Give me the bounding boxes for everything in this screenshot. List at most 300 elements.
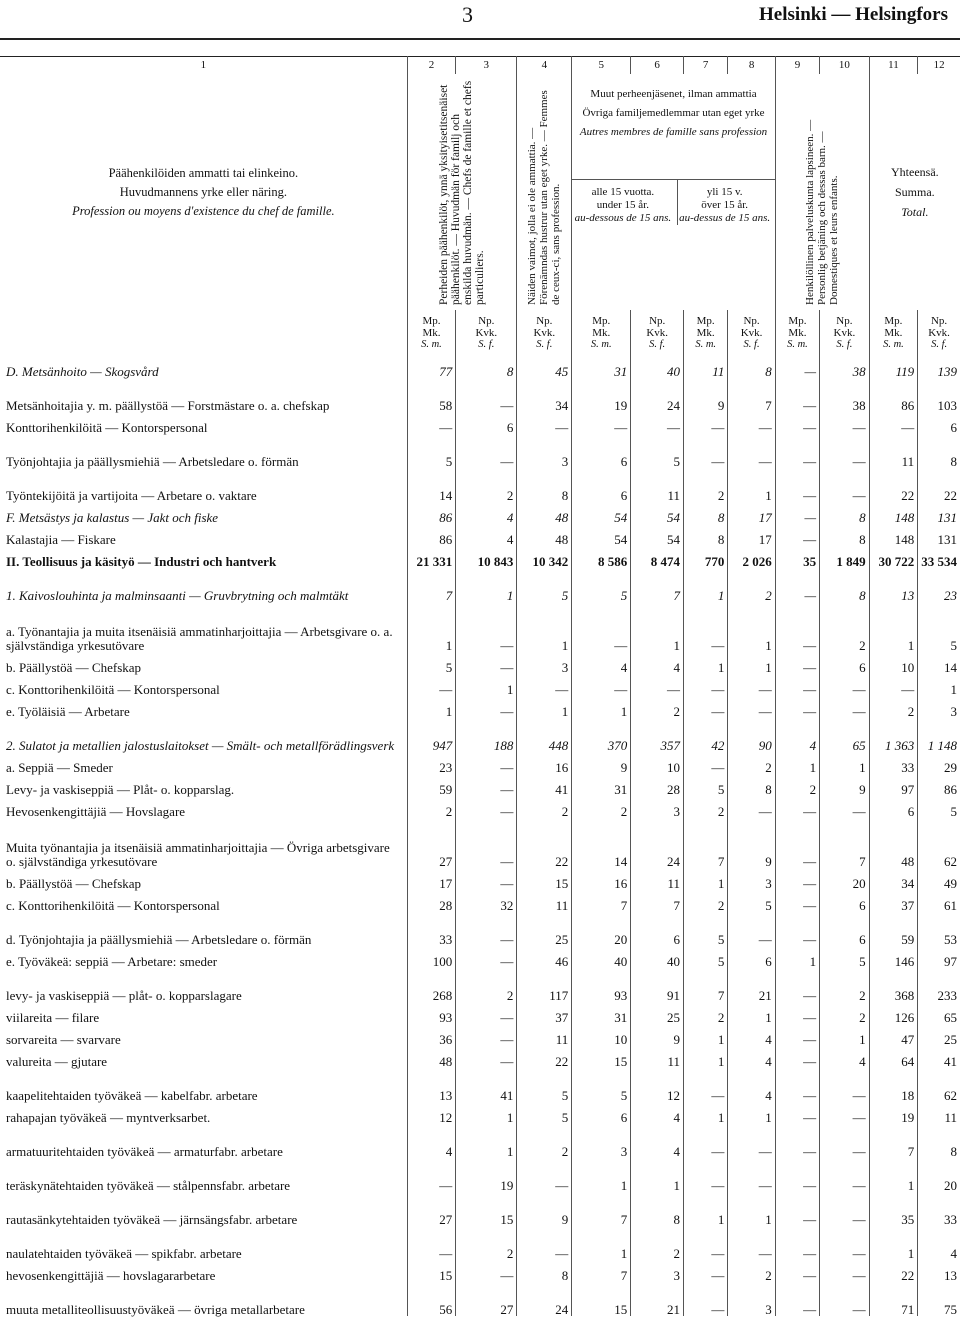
total-sv: Summa. — [895, 185, 935, 199]
cell-value: — — [517, 1226, 572, 1260]
under-15-fi: alle 15 vuotta. — [591, 186, 655, 198]
unit-fr: S. m. — [421, 339, 442, 350]
cell-value: 5 — [517, 1102, 572, 1124]
cell-value: — — [456, 1024, 517, 1046]
cell-value: — — [820, 1226, 870, 1260]
units-row — [0, 310, 960, 356]
stub-title-fi: Päähenkilöiden ammatti tai elinkeino. — [108, 165, 299, 180]
cell-value: 54 — [631, 524, 684, 546]
under-15-sv: under 15 år. — [596, 199, 649, 211]
cell-value: 268 — [407, 968, 456, 1002]
page-number: 3 — [462, 2, 473, 27]
cell-value: — — [775, 502, 819, 524]
row-label: valureita — gjutare — [6, 1053, 108, 1069]
row-label: D. Metsänhoito — Skogsvård — [6, 363, 159, 379]
cell-value: 5 — [631, 434, 684, 468]
cell-value: — — [684, 434, 728, 468]
unit-fi: Np. — [649, 315, 666, 327]
cell-value: 5 — [407, 434, 456, 468]
col-number: 1 — [200, 59, 207, 71]
cell-value: 31 — [572, 1002, 631, 1024]
cell-value: — — [572, 674, 631, 696]
cell-value: 1 — [631, 1158, 684, 1192]
cell-value: 233 — [918, 968, 960, 1002]
unit-label — [517, 310, 572, 356]
col-number: 10 — [820, 56, 870, 74]
cell-value: 8 — [517, 468, 572, 502]
cell-value: — — [728, 412, 775, 434]
cell-value: 25 — [631, 1002, 684, 1024]
table-body — [0, 356, 960, 1316]
table-row — [0, 774, 960, 796]
cell-value: 34 — [869, 868, 918, 890]
cell-value: — — [572, 602, 631, 652]
cell-value: 5 — [728, 890, 775, 912]
cell-value: — — [407, 674, 456, 696]
cell-value: 131 — [918, 502, 960, 524]
cell-value: 35 — [869, 1192, 918, 1226]
row-label: armatuuritehtaiden työväkeä — armaturfabr. arbetare — [6, 1143, 283, 1159]
stub-title-fr: Profession ou moyens d'existence du chef de famille. — [72, 203, 335, 218]
cell-value: 1 148 — [918, 718, 960, 752]
cell-value: — — [456, 774, 517, 796]
cell-value: 9 — [728, 818, 775, 868]
cell-value: 1 — [728, 468, 775, 502]
cell-value: 37 — [517, 1002, 572, 1024]
cell-value: 1 — [456, 1124, 517, 1158]
table-row — [0, 568, 960, 602]
cell-value: 75 — [918, 1282, 960, 1316]
cell-value: 2 — [631, 1226, 684, 1260]
cell-value: 357 — [631, 718, 684, 752]
cell-value: 6 — [572, 434, 631, 468]
row-label: Metsänhoitajia y. m. päällystöä — Forstmästare o. a. chefskap — [6, 397, 330, 413]
col-number: 3 — [456, 56, 517, 74]
cell-value: — — [407, 1158, 456, 1192]
unit-fr: S. f. — [836, 339, 853, 350]
cell-value: 8 — [517, 1260, 572, 1282]
cell-value: 54 — [572, 502, 631, 524]
cell-value: — — [456, 946, 517, 968]
cell-value: 11 — [869, 434, 918, 468]
cell-value: 1 — [572, 696, 631, 718]
cell-value: 38 — [820, 378, 870, 412]
other-members-fi: Muut perheenjäsenet, ilman ammattia — [590, 88, 757, 100]
unit-label — [869, 310, 918, 356]
cell-value: — — [775, 434, 819, 468]
cell-value: — — [728, 1226, 775, 1260]
cell-value: 6 — [820, 652, 870, 674]
cell-value: 148 — [869, 524, 918, 546]
col-number: 9 — [775, 56, 819, 74]
cell-value: 86 — [407, 524, 456, 546]
cell-value: — — [775, 568, 819, 602]
table-row — [0, 1046, 960, 1068]
cell-value: 4 — [728, 1024, 775, 1046]
cell-value: — — [775, 1260, 819, 1282]
statistics-table — [0, 56, 960, 1316]
cell-value: 97 — [918, 946, 960, 968]
cell-value: 7 — [631, 890, 684, 912]
row-label: 1. Kaivoslouhinta ja malminsaanti — Gruvbrytning och malmtäkt — [6, 587, 349, 603]
cell-value: 30 722 — [869, 546, 918, 568]
cell-value: 4 — [456, 502, 517, 524]
cell-value: 4 — [456, 524, 517, 546]
wives-heading — [517, 74, 572, 310]
cell-value: — — [684, 1158, 728, 1192]
cell-value: 188 — [456, 718, 517, 752]
cell-value: — — [820, 1102, 870, 1124]
cell-value: 32 — [456, 890, 517, 912]
cell-value: 1 363 — [869, 718, 918, 752]
cell-value: 1 — [869, 1158, 918, 1192]
cell-value: 17 — [728, 524, 775, 546]
cell-value: — — [775, 1102, 819, 1124]
row-label: c. Konttorihenkilöitä — Kontorspersonal — [6, 897, 220, 913]
cell-value: 6 — [728, 946, 775, 968]
cell-value: 139 — [918, 356, 960, 378]
heads-of-family-heading — [407, 74, 517, 310]
page-header — [0, 0, 960, 40]
cell-value: 1 — [869, 1226, 918, 1260]
domestics-title: Henkilöllinen palveluskunta lapsineen. — Personlig betjäning och dessas barn. — Domestiques et leurs enfants. — [804, 119, 841, 305]
cell-value: — — [456, 378, 517, 412]
unit-sv: Kvk. — [475, 327, 498, 339]
cell-value: 1 — [684, 1192, 728, 1226]
cell-value: — — [820, 1192, 870, 1226]
cell-value: 9 — [684, 378, 728, 412]
cell-value: — — [869, 674, 918, 696]
cell-value: 64 — [869, 1046, 918, 1068]
cell-value: 8 — [631, 1192, 684, 1226]
cell-value: 77 — [407, 356, 456, 378]
cell-value: 10 843 — [456, 546, 517, 568]
row-label: b. Päällystöä — Chefskap — [6, 659, 142, 675]
cell-value: 24 — [517, 1282, 572, 1316]
cell-value: 8 — [684, 524, 728, 546]
col-number: 7 — [684, 56, 728, 74]
unit-fi: Mp. — [788, 315, 807, 327]
over-15-sv: över 15 år. — [701, 199, 749, 211]
stub-heading — [0, 74, 407, 310]
cell-value: 22 — [869, 1260, 918, 1282]
cell-value: 1 — [517, 602, 572, 652]
cell-value: — — [456, 752, 517, 774]
row-label: teräskynätehtaiden työväkeä — stålpennsfabr. arbetare — [6, 1177, 291, 1193]
cell-value: — — [820, 674, 870, 696]
cell-value: 38 — [820, 356, 870, 378]
table-row — [0, 674, 960, 696]
row-label: sorvareita — svarvare — [6, 1031, 121, 1047]
cell-value: — — [775, 696, 819, 718]
cell-value: 33 534 — [918, 546, 960, 568]
cell-value: 6 — [869, 796, 918, 818]
cell-value: 8 586 — [572, 546, 631, 568]
table-row — [0, 434, 960, 468]
cell-value: 16 — [572, 868, 631, 890]
unit-fr: S. f. — [478, 339, 495, 350]
cell-value: 31 — [572, 774, 631, 796]
cell-value: 24 — [631, 818, 684, 868]
cell-value: 4 — [918, 1226, 960, 1260]
cell-value: 2 — [684, 1002, 728, 1024]
cell-value: 12 — [407, 1102, 456, 1124]
cell-value: 15 — [456, 1192, 517, 1226]
cell-value: 15 — [407, 1260, 456, 1282]
cell-value: 20 — [918, 1158, 960, 1192]
cell-value: 40 — [631, 946, 684, 968]
cell-value: 6 — [631, 912, 684, 946]
cell-value: 3 — [572, 1124, 631, 1158]
cell-value: 6 — [820, 890, 870, 912]
cell-value: — — [631, 412, 684, 434]
table-row — [0, 912, 960, 946]
table-row — [0, 502, 960, 524]
unit-fr: S. f. — [536, 339, 553, 350]
cell-value: — — [407, 412, 456, 434]
cell-value: 90 — [728, 718, 775, 752]
unit-fr: S. f. — [743, 339, 760, 350]
cell-value: 2 — [631, 696, 684, 718]
cell-value: 3 — [728, 868, 775, 890]
table-row — [0, 946, 960, 968]
row-label: e. Työväkeä: seppiä — Arbetare: smeder — [6, 953, 218, 969]
cell-value: 3 — [631, 796, 684, 818]
total-fr: Total. — [901, 205, 929, 219]
cell-value: 41 — [517, 774, 572, 796]
col-number: 2 — [407, 56, 456, 74]
unit-fr: S. m. — [787, 339, 808, 350]
cell-value: 3 — [517, 434, 572, 468]
cell-value: 21 — [631, 1282, 684, 1316]
cell-value: — — [775, 1192, 819, 1226]
cell-value: — — [820, 1124, 870, 1158]
cell-value: 28 — [631, 774, 684, 796]
unit-sv: Mk. — [422, 327, 441, 339]
cell-value: 48 — [517, 502, 572, 524]
cell-value: — — [775, 412, 819, 434]
units-stub — [0, 310, 407, 356]
cell-value: 6 — [456, 412, 517, 434]
cell-value: 2 — [456, 968, 517, 1002]
cell-value: 22 — [517, 1046, 572, 1068]
cell-value: — — [775, 912, 819, 946]
cell-value: — — [631, 674, 684, 696]
cell-value: 8 — [820, 568, 870, 602]
other-members-sv: Övriga familjemedlemmar utan eget yrke — [582, 107, 765, 119]
row-label: levy- ja vaskiseppiä — plåt- o. kopparslagare — [6, 987, 242, 1003]
cell-value: 14 — [572, 818, 631, 868]
cell-value: 24 — [631, 378, 684, 412]
cell-value: 46 — [517, 946, 572, 968]
unit-fi: Mp. — [592, 315, 611, 327]
cell-value: — — [407, 1226, 456, 1260]
cell-value: 27 — [456, 1282, 517, 1316]
cell-value: 2 — [820, 1002, 870, 1024]
cell-value: — — [456, 434, 517, 468]
over-15-heading — [677, 180, 775, 226]
total-fi: Yhteensä. — [891, 165, 939, 179]
cell-value: 1 849 — [820, 546, 870, 568]
table-row — [0, 378, 960, 412]
row-label: kaapelitehtaiden työväkeä — kabelfabr. arbetare — [6, 1087, 258, 1103]
row-label: b. Päällystöä — Chefskap — [6, 875, 142, 891]
cell-value: 18 — [869, 1068, 918, 1102]
cell-value: 8 — [820, 524, 870, 546]
cell-value: 13 — [869, 568, 918, 602]
cell-value: 1 — [728, 652, 775, 674]
unit-fr: S. f. — [649, 339, 666, 350]
cell-value: 5 — [820, 946, 870, 968]
cell-value: 16 — [517, 752, 572, 774]
table-row — [0, 468, 960, 502]
cell-value: 14 — [918, 652, 960, 674]
cell-value: — — [456, 818, 517, 868]
cell-value: — — [456, 652, 517, 674]
other-members-heading — [572, 74, 776, 310]
cell-value: — — [775, 1282, 819, 1316]
cell-value: — — [684, 1282, 728, 1316]
cell-value: 3 — [631, 1260, 684, 1282]
cell-value: 13 — [918, 1260, 960, 1282]
table-row — [0, 602, 960, 652]
unit-fi: Mp. — [422, 315, 441, 327]
cell-value: — — [775, 968, 819, 1002]
cell-value: 5 — [918, 796, 960, 818]
cell-value: 45 — [517, 356, 572, 378]
unit-fr: S. m. — [695, 339, 717, 350]
cell-value: 100 — [407, 946, 456, 968]
cell-value: — — [728, 1158, 775, 1192]
table-row — [0, 356, 960, 378]
cell-value: 56 — [407, 1282, 456, 1316]
cell-value: 12 — [631, 1068, 684, 1102]
cell-value: 59 — [407, 774, 456, 796]
cell-value: — — [820, 696, 870, 718]
cell-value: — — [820, 796, 870, 818]
cell-value: — — [775, 1124, 819, 1158]
cell-value: 2 — [728, 568, 775, 602]
unit-label — [775, 310, 819, 356]
cell-value: 131 — [918, 524, 960, 546]
cell-value: — — [775, 890, 819, 912]
cell-value: — — [684, 1260, 728, 1282]
unit-sv: Kvk. — [646, 327, 669, 339]
cell-value: 62 — [918, 818, 960, 868]
cell-value: 15 — [572, 1046, 631, 1068]
cell-value: 2 — [517, 796, 572, 818]
cell-value: 15 — [517, 868, 572, 890]
under-15-fr: au-dessous de 15 ans. — [574, 212, 672, 224]
cell-value: 146 — [869, 946, 918, 968]
over-15-fr: au-dessus de 15 ans. — [679, 212, 771, 224]
cell-value: 8 — [684, 502, 728, 524]
unit-fi: Mp. — [696, 315, 715, 327]
cell-value: 1 — [820, 1024, 870, 1046]
unit-label — [631, 310, 684, 356]
cell-value: — — [775, 1046, 819, 1068]
row-label: Hevosenkengittäjiä — Hovslagare — [6, 803, 186, 819]
cell-value: 10 — [572, 1024, 631, 1046]
cell-value: 770 — [684, 546, 728, 568]
cell-value: 11 — [684, 356, 728, 378]
cell-value: 37 — [869, 890, 918, 912]
cell-value: 1 — [572, 1158, 631, 1192]
cell-value: 4 — [775, 718, 819, 752]
cell-value: 2 — [407, 796, 456, 818]
cell-value: 86 — [407, 502, 456, 524]
cell-value: — — [456, 602, 517, 652]
cell-value: 48 — [869, 818, 918, 868]
cell-value: 1 — [775, 946, 819, 968]
heads-of-family-title: Perheiden päähenkilöt, ynnä yksityisetitsenäiset päähenkilöt. — Huvudmän för familj och enskilda huvudmän. — Chefs de famille et chefs particuliers. — [438, 80, 487, 305]
cell-value: 7 — [572, 1260, 631, 1282]
page-title: Helsinki — Helsingfors — [759, 4, 948, 25]
cell-value: — — [775, 868, 819, 890]
cell-value: 5 — [684, 912, 728, 946]
col-number: 6 — [631, 56, 684, 74]
cell-value: 7 — [684, 818, 728, 868]
cell-value: 19 — [572, 378, 631, 412]
cell-value: 19 — [869, 1102, 918, 1124]
unit-sv: Kvk. — [740, 327, 763, 339]
cell-value: 9 — [572, 752, 631, 774]
cell-value: 1 — [517, 696, 572, 718]
row-label: rahapajan työväkeä — myntverksarbet. — [6, 1109, 211, 1125]
cell-value: 58 — [407, 378, 456, 412]
col-number: 8 — [728, 56, 775, 74]
cell-value: 11 — [631, 1046, 684, 1068]
cell-value: — — [684, 412, 728, 434]
cell-value: — — [820, 468, 870, 502]
unit-label — [918, 310, 960, 356]
cell-value: 2 — [684, 468, 728, 502]
table-row — [0, 796, 960, 818]
cell-value: 9 — [631, 1024, 684, 1046]
cell-value: 86 — [869, 378, 918, 412]
cell-value: 5 — [517, 1068, 572, 1102]
row-label: II. Teollisuus ja käsityö — Industri och hantverk — [6, 553, 277, 569]
cell-value: 2 — [572, 796, 631, 818]
unit-label — [456, 310, 517, 356]
table-row — [0, 1158, 960, 1192]
cell-value: 93 — [407, 1002, 456, 1024]
wives-title: Näiden vaimot, jolla ei ole ammattia. — Förenämndas hustrur utan eget yrke. — Femmes de ceux-ci, sans profession. — [526, 90, 563, 305]
table-row — [0, 1260, 960, 1282]
cell-value: 48 — [407, 1046, 456, 1068]
cell-value: 54 — [572, 524, 631, 546]
cell-value: 7 — [820, 818, 870, 868]
cell-value: — — [456, 796, 517, 818]
cell-value: 27 — [407, 818, 456, 868]
under-15-heading — [572, 180, 677, 226]
cell-value: 7 — [631, 568, 684, 602]
cell-value: 448 — [517, 718, 572, 752]
row-label: a. Työnantajia ja muita itsenäisiä ammatinharjoittajia — Arbetsgivare o. a. självständiga yrkesutövare — [6, 624, 393, 653]
cell-value: — — [820, 1068, 870, 1102]
table-row — [0, 718, 960, 752]
cell-value: 86 — [918, 774, 960, 796]
cell-value: 93 — [572, 968, 631, 1002]
cell-value: 15 — [572, 1282, 631, 1316]
cell-value: 2 — [820, 602, 870, 652]
unit-fi: Np. — [478, 315, 495, 327]
cell-value: — — [456, 1046, 517, 1068]
cell-value: 4 — [631, 1102, 684, 1124]
table-row — [0, 1024, 960, 1046]
cell-value: 2 — [456, 1226, 517, 1260]
cell-value: 8 — [820, 502, 870, 524]
